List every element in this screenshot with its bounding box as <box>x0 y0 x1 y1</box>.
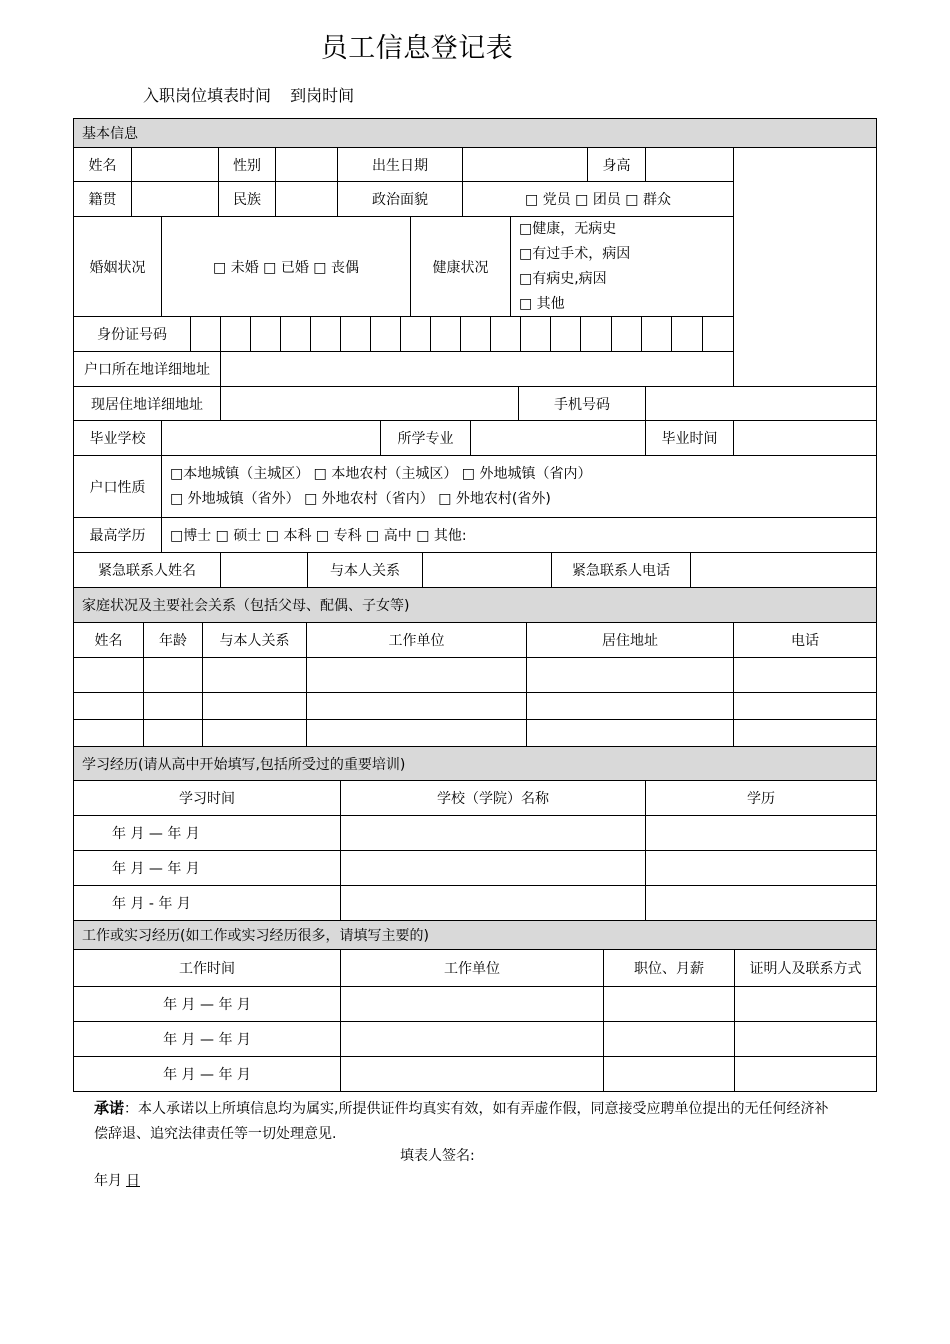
health-option[interactable]: □健康，无病史 <box>519 220 617 237</box>
work-col-time: 工作时间 <box>73 949 341 987</box>
table-cell[interactable] <box>202 719 307 747</box>
id-digit-box[interactable] <box>671 316 703 352</box>
table-cell[interactable] <box>734 1056 877 1092</box>
date-line[interactable] <box>94 1170 140 1190</box>
emergency-name-label: 紧急联系人姓名 <box>73 552 221 588</box>
promise-label: 承诺 <box>94 1099 125 1117</box>
study-time[interactable]: 年 月 — 年 月 <box>73 850 341 886</box>
table-cell[interactable] <box>340 885 646 921</box>
id-digit-box[interactable] <box>490 316 521 352</box>
education-label: 最高学历 <box>73 517 162 553</box>
id-digit-box[interactable] <box>611 316 642 352</box>
table-cell[interactable] <box>340 815 646 851</box>
emergency-name-field[interactable] <box>220 552 308 588</box>
native-label: 籍贯 <box>73 181 132 217</box>
native-field[interactable] <box>131 181 219 217</box>
marital-label: 婚姻状况 <box>73 216 162 317</box>
study-col-degree: 学历 <box>645 780 877 816</box>
table-cell[interactable] <box>306 719 527 747</box>
photo-box[interactable] <box>733 147 877 387</box>
id-digit-box[interactable] <box>310 316 341 352</box>
work-col-reference: 证明人及联系方式 <box>734 949 877 987</box>
hukou-type-label: 户口性质 <box>73 455 162 518</box>
id-digit-box[interactable] <box>460 316 491 352</box>
page-title: 员工信息登记表 <box>320 33 514 64</box>
major-label: 所学专业 <box>380 420 471 456</box>
health-option[interactable]: □有过手术，病因 <box>519 245 631 262</box>
school-field[interactable] <box>161 420 381 456</box>
table-cell[interactable] <box>143 657 203 693</box>
table-cell[interactable] <box>73 719 144 747</box>
id-label: 身份证号码 <box>73 316 191 352</box>
table-cell[interactable] <box>306 657 527 693</box>
table-cell[interactable] <box>645 815 877 851</box>
table-cell[interactable] <box>73 692 144 720</box>
study-col-time: 学习时间 <box>73 780 341 816</box>
family-col-name: 姓名 <box>73 622 144 658</box>
marital-options[interactable]: □ 未婚 □ 已婚 □ 丧偶 <box>161 216 411 317</box>
promise-statement <box>94 1096 834 1147</box>
school-label: 毕业学校 <box>73 420 162 456</box>
work-col-employer: 工作单位 <box>340 949 604 987</box>
id-digit-box[interactable] <box>430 316 461 352</box>
id-digit-box[interactable] <box>550 316 581 352</box>
table-cell[interactable] <box>734 986 877 1022</box>
family-col-employer: 工作单位 <box>306 622 527 658</box>
gender-field[interactable] <box>275 147 338 182</box>
work-time[interactable]: 年 月 — 年 月 <box>73 1056 341 1092</box>
id-digit-box[interactable] <box>641 316 672 352</box>
table-cell[interactable] <box>202 657 307 693</box>
emergency-phone-field[interactable] <box>690 552 877 588</box>
id-digit-box[interactable] <box>190 316 221 352</box>
mobile-label: 手机号码 <box>518 386 646 421</box>
family-col-age: 年龄 <box>143 622 203 658</box>
work-time[interactable]: 年 月 — 年 月 <box>73 1021 341 1057</box>
current-address-field[interactable] <box>220 386 519 421</box>
hukou-address-field[interactable] <box>220 351 734 387</box>
name-label: 姓名 <box>73 147 132 182</box>
family-col-address: 居住地址 <box>526 622 734 658</box>
table-cell[interactable] <box>526 719 734 747</box>
table-cell[interactable] <box>340 1056 604 1092</box>
section-work: 工作或实习经历(如工作或实习经历很多，请填写主要的) <box>73 920 877 950</box>
table-cell[interactable] <box>143 719 203 747</box>
section-study: 学习经历(请从高中开始填写,包括所受过的重要培训) <box>73 746 877 781</box>
relation-label: 与本人关系 <box>307 552 423 588</box>
ethnic-label: 民族 <box>218 181 276 217</box>
id-digit-box[interactable] <box>580 316 612 352</box>
hukou-address-label: 户口所在地详细地址 <box>73 351 221 387</box>
table-cell[interactable] <box>603 1021 735 1057</box>
hukou-type-options[interactable] <box>161 455 877 518</box>
political-label: 政治面貌 <box>337 181 463 217</box>
id-digit-box[interactable] <box>280 316 311 352</box>
study-time[interactable]: 年 月 — 年 月 <box>73 815 341 851</box>
signature-label[interactable]: 填表人签名: <box>400 1148 475 1164</box>
table-cell[interactable] <box>733 692 877 720</box>
name-field[interactable] <box>131 147 219 182</box>
date-day[interactable]: 日 <box>126 1173 140 1189</box>
table-cell[interactable] <box>734 1021 877 1057</box>
table-cell[interactable] <box>306 692 527 720</box>
id-digit-box[interactable] <box>400 316 431 352</box>
section-family: 家庭状况及主要社会关系（包括父母、配偶、子女等) <box>73 587 877 623</box>
family-col-phone: 电话 <box>733 622 877 658</box>
id-digit-box[interactable] <box>340 316 371 352</box>
current-address-label: 现居住地详细地址 <box>73 386 221 421</box>
table-cell[interactable] <box>645 850 877 886</box>
table-cell[interactable] <box>526 692 734 720</box>
birth-field[interactable] <box>462 147 588 182</box>
ethnic-field[interactable] <box>275 181 338 217</box>
relation-field[interactable] <box>422 552 552 588</box>
gender-label: 性别 <box>218 147 276 182</box>
work-time[interactable]: 年 月 — 年 月 <box>73 986 341 1022</box>
table-cell[interactable] <box>340 986 604 1022</box>
grad-time-field[interactable] <box>733 420 877 456</box>
id-digit-box[interactable] <box>220 316 251 352</box>
date-prefix: 年月 <box>94 1173 122 1189</box>
id-digit-box[interactable] <box>370 316 401 352</box>
table-cell[interactable] <box>202 692 307 720</box>
table-cell[interactable] <box>603 986 735 1022</box>
table-cell[interactable] <box>526 657 734 693</box>
study-col-school: 学校（学院）名称 <box>340 780 646 816</box>
table-cell[interactable] <box>645 885 877 921</box>
birth-label: 出生日期 <box>337 147 463 182</box>
mobile-field[interactable] <box>645 386 877 421</box>
health-options[interactable] <box>510 216 734 317</box>
height-label: 身高 <box>587 147 646 182</box>
health-option[interactable]: □ 其他 <box>519 295 565 312</box>
emergency-phone-label: 紧急联系人电话 <box>551 552 691 588</box>
table-cell[interactable] <box>603 1056 735 1092</box>
major-field[interactable] <box>470 420 646 456</box>
table-cell[interactable] <box>340 1021 604 1057</box>
health-option[interactable]: □有病史,病因 <box>519 270 607 287</box>
hukou-type-option-row[interactable]: □本地城镇（主城区） □ 本地农村（主城区） □ 外地城镇（省内） <box>170 465 592 482</box>
hukou-type-option-row[interactable]: □ 外地城镇（省外） □ 外地农村（省内） □ 外地农村(省外) <box>170 490 551 507</box>
work-col-position: 职位、月薪 <box>603 949 735 987</box>
table-cell[interactable] <box>340 850 646 886</box>
table-cell[interactable] <box>73 657 144 693</box>
grad-time-label: 毕业时间 <box>645 420 734 456</box>
height-field[interactable] <box>645 147 734 182</box>
health-label: 健康状况 <box>410 216 511 317</box>
section-basic-info: 基本信息 <box>73 118 877 148</box>
promise-text: ：本人承诺以上所填信息均为属实,所提供证件均真实有效，如有弄虚作假，同意接受应聘单位提出的无任何经济补偿辞退、追究法律责任等一切处理意见. <box>94 1101 829 1142</box>
id-digit-box[interactable] <box>520 316 551 352</box>
table-cell[interactable] <box>143 692 203 720</box>
family-col-relation: 与本人关系 <box>202 622 307 658</box>
study-time[interactable]: 年 月 - 年 月 <box>73 885 341 921</box>
id-digit-box[interactable] <box>250 316 281 352</box>
table-cell[interactable] <box>733 719 877 747</box>
position-fill-time-label: 入职岗位填表时间 <box>143 86 272 105</box>
arrive-time-label: 到岗时间 <box>290 86 355 105</box>
political-options[interactable]: □ 党员 □ 团员 □ 群众 <box>462 181 734 217</box>
id-digit-box[interactable] <box>702 316 734 352</box>
education-options[interactable]: □博士 □ 硕士 □ 本科 □ 专科 □ 高中 □ 其他: <box>161 517 877 553</box>
table-cell[interactable] <box>733 657 877 693</box>
